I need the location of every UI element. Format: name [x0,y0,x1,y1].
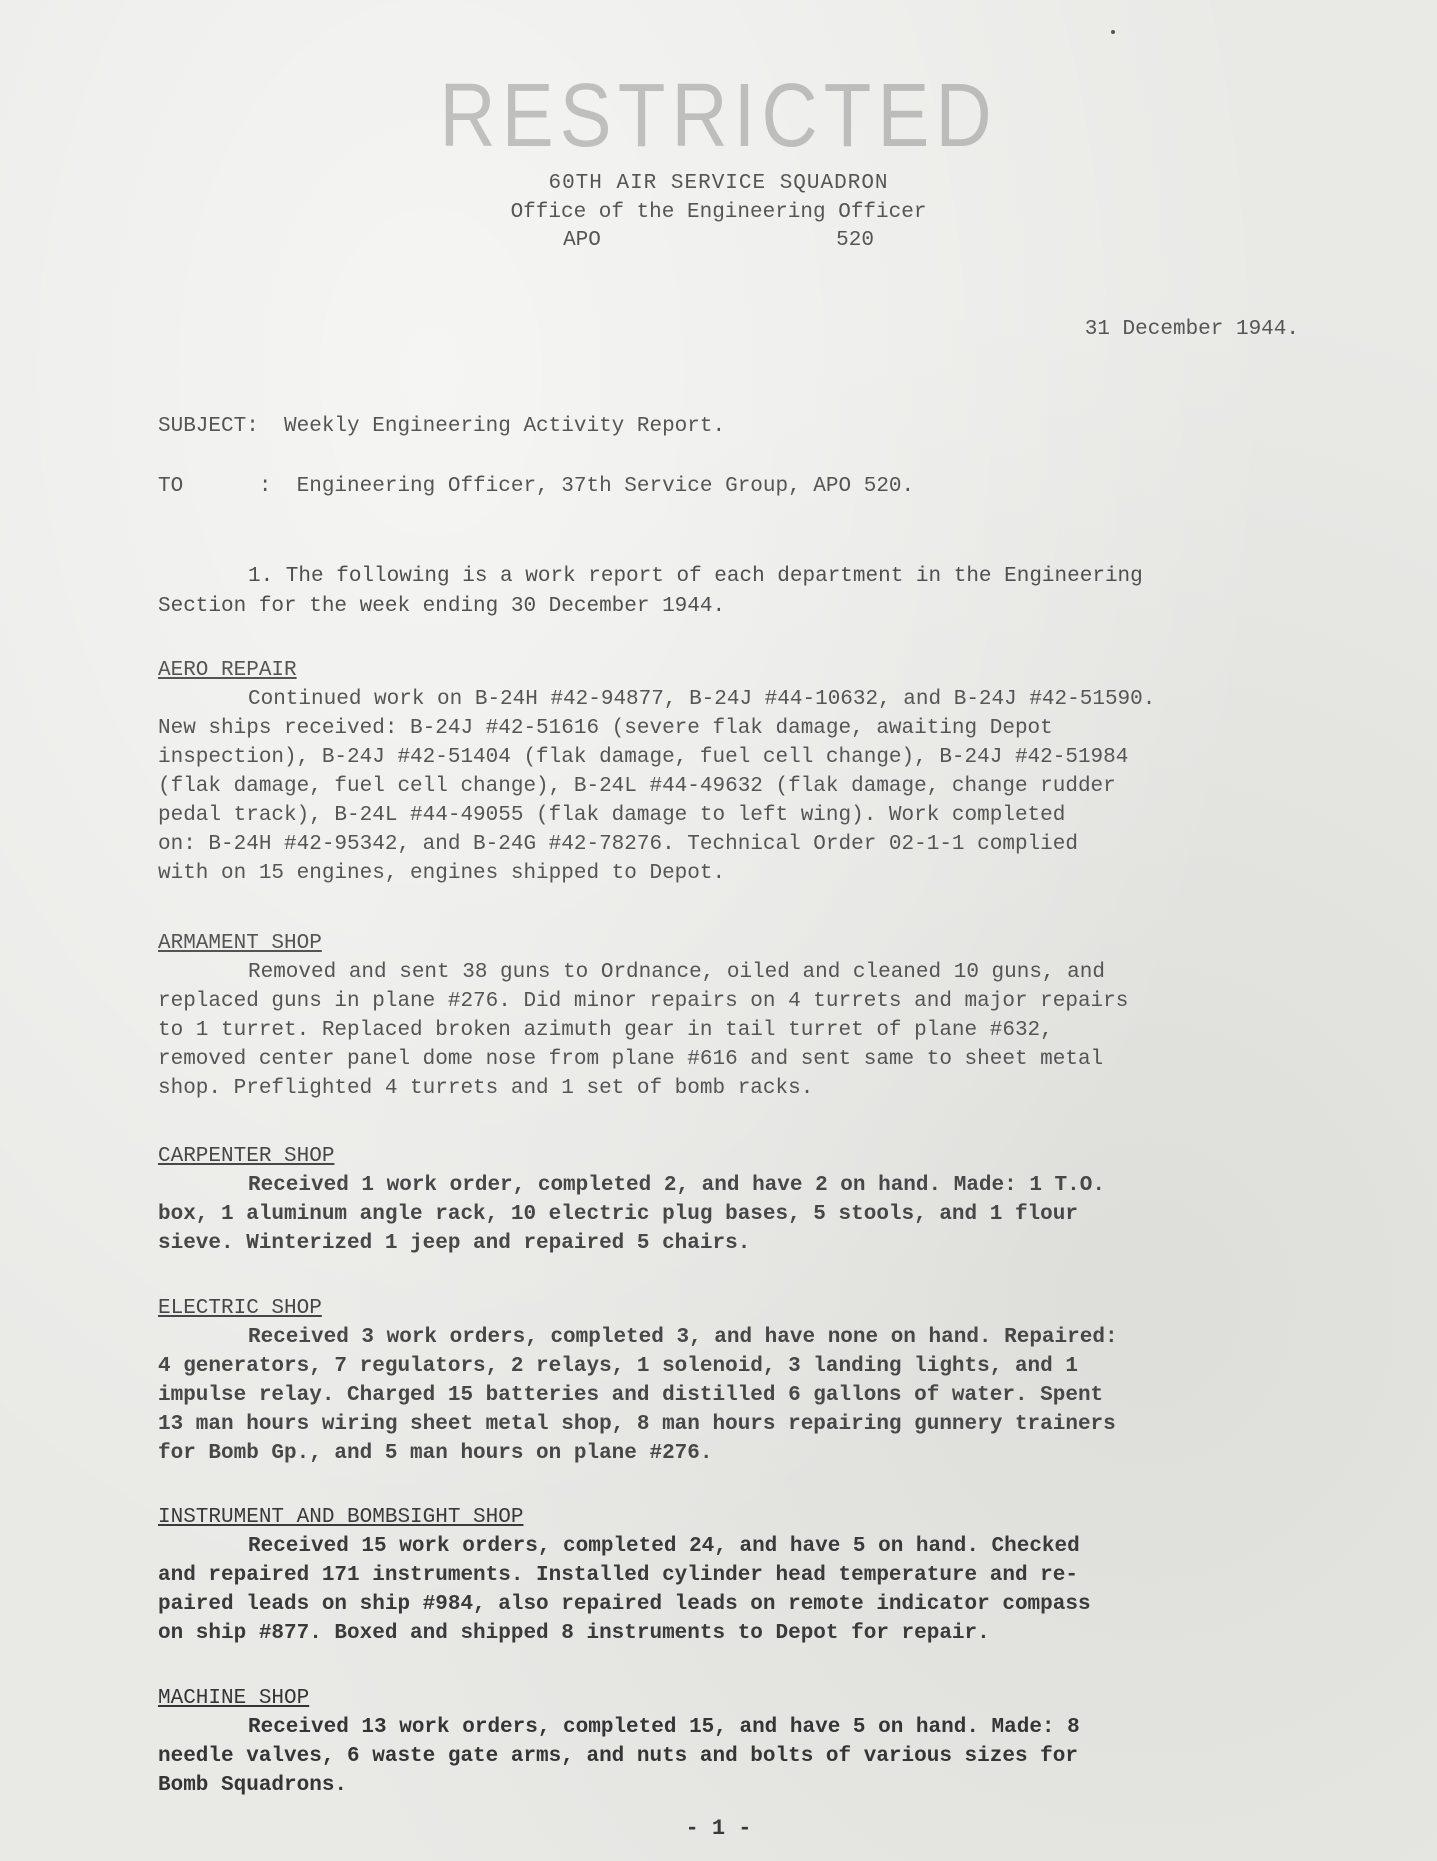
section-aero-repair [158,656,1338,888]
section-line: (flak damage, fuel cell change), B-24L #44-49632 (flak damage, change rudder [158,775,1116,798]
section-carpenter-shop [158,1142,1338,1258]
section-line: removed center panel dome nose from plane #616 and sent same to sheet metal [158,1048,1104,1071]
section-line: replaced guns in plane #276. Did minor repairs on 4 turrets and major repairs [158,990,1129,1013]
section-line: and repaired 171 instruments. Installed cylinder head temperature and re- [158,1564,1078,1587]
subject-line: SUBJECT: Weekly Engineering Activity Report. [158,415,726,438]
section-line: Received 15 work orders, completed 24, and have 5 on hand. Checked [248,1535,1080,1558]
section-title: ELECTRIC SHOP [158,1297,322,1320]
section-title: AERO REPAIR [158,659,297,682]
apo-line [0,229,1437,252]
section-line: impulse relay. Charged 15 batteries and distilled 6 gallons of water. Spent [158,1384,1104,1407]
section-line: Received 13 work orders, completed 15, and have 5 on hand. Made: 8 [248,1716,1080,1739]
section-line: New ships received: B-24J #42-51616 (severe flak damage, awaiting Depot [158,717,1053,740]
section-line: with on 15 engines, engines shipped to Depot. [158,862,726,885]
apo-label: APO [563,229,601,252]
page-number: - 1 - [685,1816,752,1841]
section-line: 13 man hours wiring sheet metal shop, 8 man hours repairing gunnery trainers [158,1413,1116,1436]
report-date: 31 December 1944. [1084,318,1299,341]
section-line: box, 1 aluminum angle rack, 10 electric plug bases, 5 stools, and 1 flour [158,1203,1078,1226]
section-line: needle valves, 6 waste gate arms, and nuts and bolts of various sizes for [158,1745,1078,1768]
section-line: shop. Preflighted 4 turrets and 1 set of bomb racks. [158,1077,814,1100]
section-machine-shop [158,1684,1338,1800]
section-title: INSTRUMENT AND BOMBSIGHT SHOP [158,1506,524,1529]
section-line: paired leads on ship #984, also repaired leads on remote indicator compass [158,1593,1091,1616]
section-line: to 1 turret. Replaced broken azimuth gear in tail turret of plane #632, [158,1019,1053,1042]
section-line: Removed and sent 38 guns to Ordnance, oiled and cleaned 10 guns, and [248,961,1105,984]
to-line: TO : Engineering Officer, 37th Service Group, APO 520. [158,475,915,498]
section-line: on: B-24H #42-95342, and B-24G #42-78276. Technical Order 02-1-1 complied [158,833,1078,856]
intro-second-line: Section for the week ending 30 December 1944. [158,595,726,618]
office-name: Office of the Engineering Officer [510,201,927,224]
section-instrument-bombsight-shop [158,1503,1338,1648]
section-line: Received 1 work order, completed 2, and have 2 on hand. Made: 1 T.O. [248,1174,1105,1197]
section-title: CARPENTER SHOP [158,1145,335,1168]
intro-first-line: 1. The following is a work report of each department in the Engineering [248,565,1143,588]
section-line: on ship #877. Boxed and shipped 8 instruments to Depot for repair. [158,1622,990,1645]
unit-name: 60TH AIR SERVICE SQUADRON [548,172,889,195]
section-line: pedal track), B-24L #44-49055 (flak damage to left wing). Work completed [158,804,1066,827]
section-line: for Bomb Gp., and 5 man hours on plane #276. [158,1442,713,1465]
section-title: MACHINE SHOP [158,1687,310,1710]
section-armament-shop [158,929,1338,1103]
apo-number: 520 [836,229,874,252]
section-line: inspection), B-24J #42-51404 (flak damage, fuel cell change), B-24J #42-51984 [158,746,1129,769]
intro-paragraph [158,562,1338,622]
section-line: Continued work on B-24H #42-94877, B-24J #44-10632, and B-24J #42-51590. [248,688,1156,711]
section-line: 4 generators, 7 regulators, 2 relays, 1 solenoid, 3 landing lights, and 1 [158,1355,1078,1378]
section-line: sieve. Winterized 1 jeep and repaired 5 chairs. [158,1232,751,1255]
paper-speck [1111,30,1115,34]
section-line: Bomb Squadrons. [158,1774,348,1797]
restricted-stamp: RESTRICTED [439,64,998,166]
section-electric-shop [158,1294,1338,1468]
section-title: ARMAMENT SHOP [158,932,322,955]
section-line: Received 3 work orders, completed 3, and have none on hand. Repaired: [248,1326,1118,1349]
